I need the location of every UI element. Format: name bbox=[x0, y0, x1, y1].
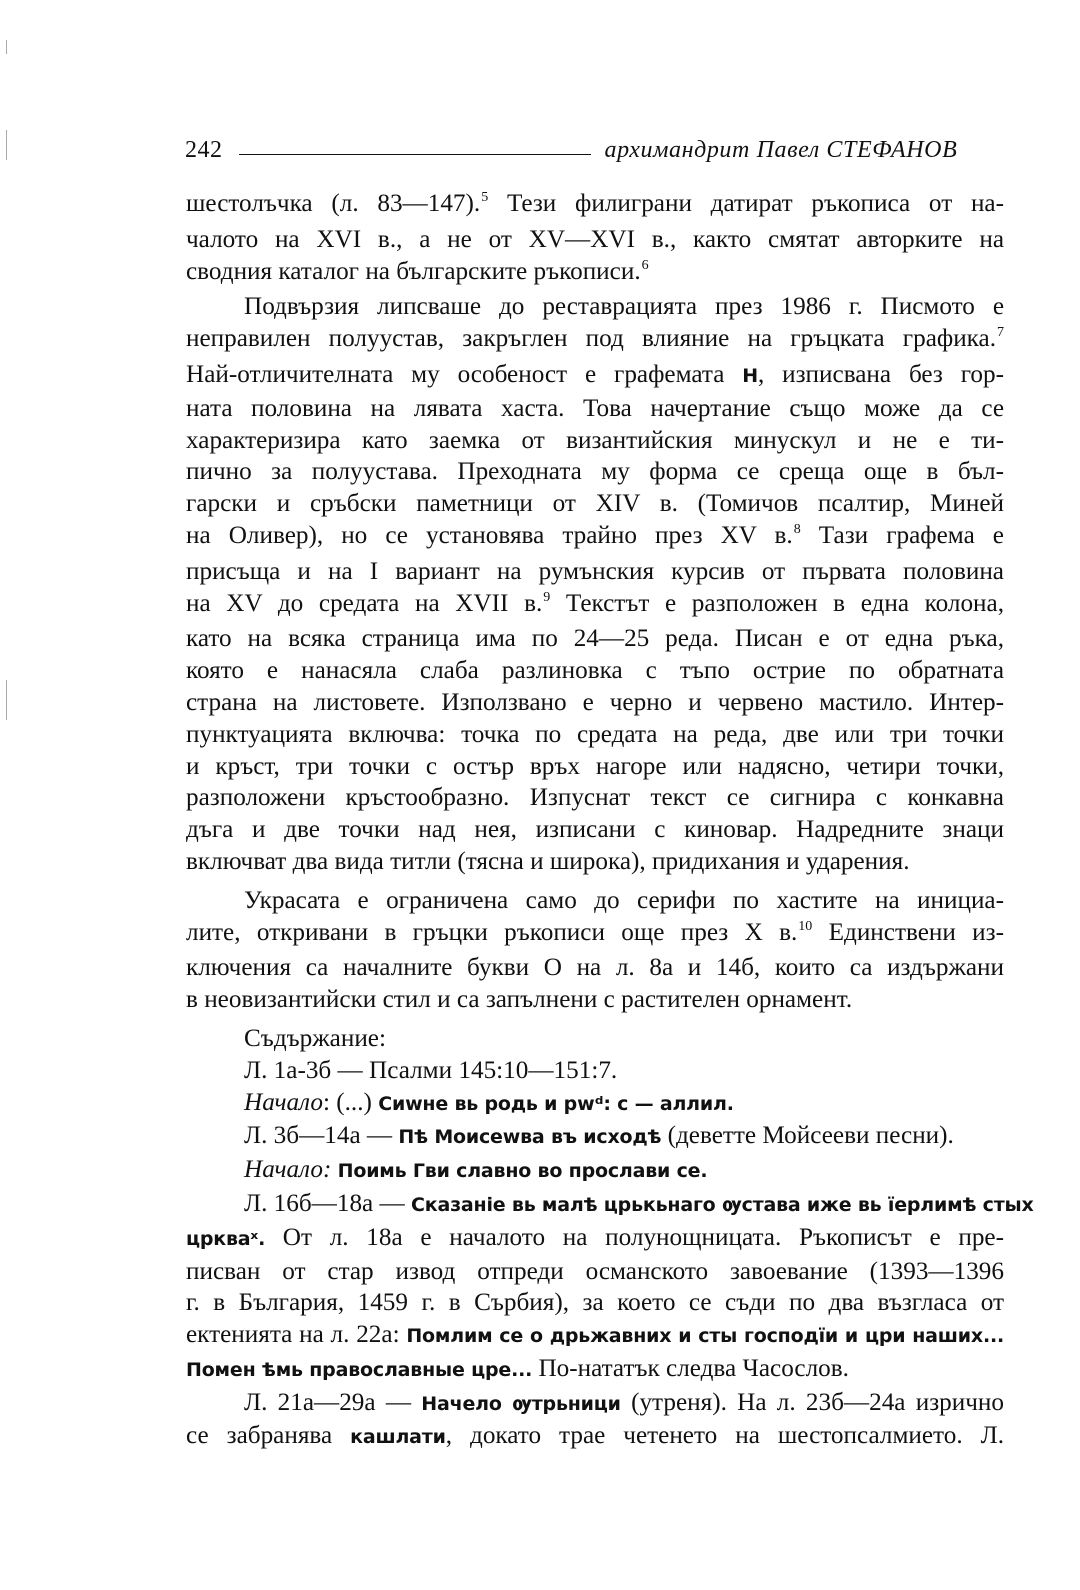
church-slavonic-text: кашлати bbox=[350, 1426, 446, 1449]
text-line: присъща и на I вариант на румънския курсив от първата половина bbox=[186, 557, 1004, 585]
church-slavonic-text: Начело ѹтрьници bbox=[421, 1392, 621, 1415]
text-line: писван от стар извод отпреди османското завоевание (1393—1396 bbox=[186, 1257, 1004, 1285]
text-line: на XV до средата на XVII в.$^9$ Текстът е разположен в една колона, bbox=[186, 589, 1004, 617]
text-line: ната половина на лявата хаста. Това начертание също може да се bbox=[186, 394, 1004, 422]
footnote-ref: 8 bbox=[793, 521, 801, 537]
text-line: която е нанасяла слаба разлиновка с тъпо острие по обратната bbox=[186, 657, 1004, 685]
text-line: Украсата е ограничена само до серифи по хастите на инициа- bbox=[244, 886, 1004, 914]
text-line: цркваˣ. От л. 18а е началото на полунощницата. Ръкописът е пре- bbox=[186, 1223, 1004, 1251]
page-header bbox=[185, 132, 1003, 168]
text-line: ектенията на л. 22а: Помлим се о дрьжавних и сты господїи и цри наших... bbox=[186, 1321, 1004, 1349]
church-slavonic-text: Сказаніе вь малѣ црькьнаго ѹстава иже вь їерлимѣ стых bbox=[411, 1193, 1034, 1216]
church-slavonic-text: Помен ѣмь православные цре... bbox=[186, 1358, 533, 1381]
text-line: гарски и сръбски паметници от XIV в. (Томичов псалтир, Миней bbox=[186, 490, 1004, 518]
text-line: чалото на XVI в., а не от XV—XVI в., както смятат авторките на bbox=[186, 225, 1004, 253]
church-slavonic-text: цркваˣ. bbox=[186, 1227, 266, 1250]
running-head: архимандрит Павел СТЕФАНОВ bbox=[604, 136, 958, 163]
text-line: страна на листовете. Използвано е черно и червено мастило. Интер- bbox=[186, 688, 1004, 716]
text-line: включват два вида титли (тясна и широка), придихания и ударения. bbox=[186, 847, 910, 875]
text-line: сводния каталог на българските ръкописи.$^6$ bbox=[186, 257, 649, 285]
text-line: Подвързия липсваше до реставрацията през 1986 г. Писмото е bbox=[244, 293, 1004, 321]
text-line: разположени кръстообразно. Изпуснат текст се сигнира с конкавна bbox=[186, 784, 1004, 812]
church-slavonic-text: Помлим се о дрьжавних и сты господїи и цри наших... bbox=[406, 1325, 1004, 1348]
text-line: на Оливер), но се установява трайно през XV в.$^8$ Тази графема е bbox=[186, 521, 1004, 549]
scan-edge-mark bbox=[6, 130, 7, 160]
text-line: се забранява кашлати, докато трае четенето на шестопсалмието. Л. bbox=[186, 1422, 1004, 1450]
church-slavonic-text: Пѣ Моисеwва въ исходѣ bbox=[398, 1126, 662, 1149]
text-line: като на всяка страница има по 24—25 реда. Писан е от една ръка, bbox=[186, 625, 1004, 653]
footnote-ref: 10 bbox=[798, 918, 813, 934]
contents-entry: Начало: (...) Сиwне вь родь и рwᵈ: с — аллил. bbox=[244, 1088, 734, 1116]
contents-heading: Съдържание: bbox=[244, 1024, 386, 1052]
contents-entry: Л. 1а-3б — Псалми 145:10—151:7. bbox=[244, 1056, 618, 1084]
text-line: пично за полуустава. Преходната му форма се среща още в бъл- bbox=[186, 458, 1004, 486]
contents-entry: Л. 21а—29а — Начело ѹтрьници (утреня). На л. 23б—24а изрично bbox=[244, 1388, 1004, 1416]
text-line: характеризира като заемка от византийския минускул и не е ти- bbox=[186, 426, 1004, 454]
scan-edge-mark bbox=[6, 680, 7, 720]
footnote-ref: 6 bbox=[641, 257, 649, 273]
header-rule bbox=[239, 154, 591, 155]
contents-entry: Л. 3б—14а — Пѣ Моисеwва въ исходѣ (деветте Мойсееви песни). bbox=[244, 1122, 954, 1150]
grapheme-glyph: Н bbox=[742, 364, 758, 387]
text-line: г. в България, 1459 г. в Сърбия), за което се съди по два възгласа от bbox=[186, 1289, 1004, 1317]
contents-entry: Начало: Поимь Гви славно во прослави се. bbox=[244, 1156, 708, 1184]
text-line: шестолъчка (л. 83—147).$^5$ Тези филиграни датират ръкописа от на- bbox=[186, 190, 1004, 217]
church-slavonic-text: Сиwне вь родь и рwᵈ: с — аллил. bbox=[378, 1092, 734, 1115]
text-line: дъга и две точки над нея, изписани с киновар. Надредните знаци bbox=[186, 816, 1004, 844]
contents-entry: Л. 16б—18а — Сказаніе вь малѣ црькьнаго ѹстава иже вь їерлимѣ стых bbox=[244, 1189, 1034, 1217]
scan-edge-mark bbox=[6, 40, 7, 54]
text-line: Най-отличителната му особеност е графемата Н, изписвана без гор- bbox=[186, 360, 1004, 388]
text-line: пунктуацията включва: точка по средата на реда, две или три точки bbox=[186, 720, 1004, 748]
page-number: 242 bbox=[185, 136, 223, 163]
footnote-ref: 5 bbox=[481, 190, 489, 205]
footnote-ref: 7 bbox=[997, 325, 1004, 341]
page-body bbox=[186, 188, 1034, 1454]
text-line: Помен ѣмь православные цре... По-нататък следва Часослов. bbox=[186, 1354, 849, 1382]
footnote-ref: 9 bbox=[543, 589, 551, 605]
text-line: лите, откривани в гръцки ръкописи още през X в.$^{10}$ Единствени из- bbox=[186, 918, 1004, 946]
text-line: неправилен полуустав, закръглен под влияние на гръцката графика.$^7$ bbox=[186, 325, 1004, 353]
text-line: ключения са началните букви О на л. 8а и 14б, които са издържани bbox=[186, 954, 1004, 982]
text-line: и кръст, три точки с остър връх нагоре или надясно, четири точки, bbox=[186, 752, 1004, 780]
church-slavonic-text: Поимь Гви славно во прослави се. bbox=[337, 1160, 708, 1183]
text-line: в неовизантийски стил и са запълнени с растителен орнамент. bbox=[186, 986, 853, 1014]
